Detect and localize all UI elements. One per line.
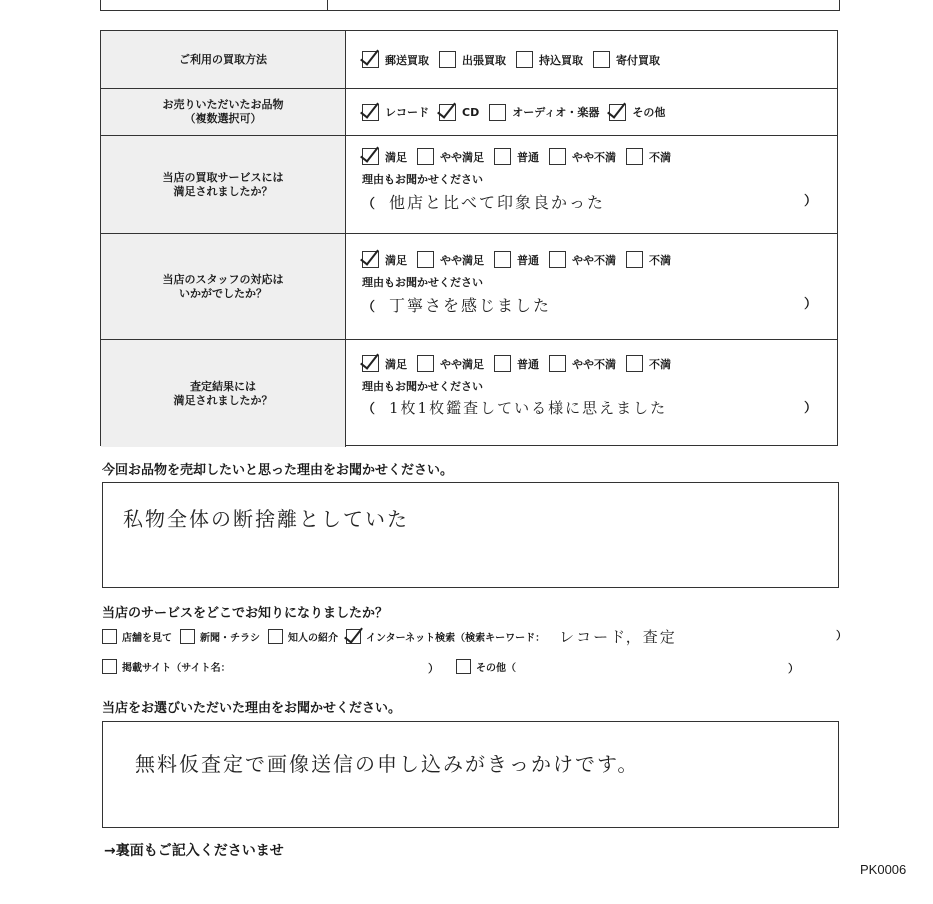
survey-row-staff-satisfaction [101,234,837,340]
option-donation-purchase[interactable]: 寄付買取 [593,51,660,68]
checkbox[interactable] [549,355,566,372]
option-instore-purchase[interactable]: 持込買取 [516,51,583,68]
survey-row-appraisal-satisfaction [101,340,837,447]
option-audio-instrument[interactable]: オーディオ・楽器 [489,104,599,121]
footer-note: →裏面もご記入くださいませ [104,843,284,859]
survey-row-service-satisfaction [101,136,837,234]
option-somewhat-dissatisfied[interactable]: やや不満 [549,251,616,268]
option-visit-purchase[interactable]: 出張買取 [439,51,506,68]
option-internet-search[interactable]: インターネット検索（検索キーワード： [346,629,545,644]
option-somewhat-satisfied[interactable]: やや満足 [417,355,484,372]
option-neutral[interactable]: 普通 [494,355,539,372]
document-code: PK0006 [860,862,907,877]
discovery-title: 当店のサービスをどこでお知りになりましたか？ [102,606,389,621]
staff-satisfaction-options [362,251,837,268]
survey-row-items-sold [101,89,837,136]
option-listing-site[interactable]: 掲載サイト（サイト名： [102,659,231,674]
checkbox[interactable] [489,104,506,121]
option-satisfied[interactable]: 満足 [362,355,407,372]
checkbox[interactable] [417,148,434,165]
option-dissatisfied[interactable]: 不満 [626,355,671,372]
checkbox[interactable] [549,251,566,268]
option-satisfied[interactable]: 満足 [362,251,407,268]
reason-answer: 丁寧さを感じました [389,296,552,315]
checkbox[interactable] [549,148,566,165]
checkbox[interactable] [439,51,456,68]
checkbox[interactable] [362,51,379,68]
close-paren: ） [428,662,439,675]
option-mail-purchase[interactable]: 郵送買取 [362,51,429,68]
close-paren: ） [836,629,847,642]
checkbox[interactable] [362,355,379,372]
reason-field[interactable]: （ 1枚1枚鑑査している様に思えました ） [362,399,817,417]
items-sold-options [362,104,675,121]
option-other-source[interactable]: その他（ [456,659,516,674]
checkbox[interactable] [494,251,511,268]
question-label: 査定結果には 満足されましたか？ [101,340,346,447]
option-satisfied[interactable]: 満足 [362,148,407,165]
sell-reason-title: 今回お品物を売却したいと思った理由をお聞かせください。 [102,463,454,478]
option-cd[interactable]: CD [439,104,479,121]
purchase-method-options [362,51,670,68]
option-newspaper-flyer[interactable]: 新聞・チラシ [180,629,260,644]
appraisal-satisfaction-options [362,355,837,372]
checkbox[interactable] [102,659,117,674]
checkbox[interactable] [102,629,117,644]
checkbox[interactable] [362,104,379,121]
sell-reason-answer: 私物全体の断捨離としていた [123,507,409,531]
reason-field[interactable]: （ 丁寧さを感じました ） [362,293,817,316]
option-referral[interactable]: 知人の紹介 [268,629,338,644]
checkbox[interactable] [362,148,379,165]
checkbox[interactable] [593,51,610,68]
checkbox[interactable] [439,104,456,121]
close-paren: ） [788,662,799,675]
reason-label: 理由もお聞かせください [362,173,483,186]
question-label: 当店のスタッフの対応は いかがでしたか？ [101,234,346,339]
question-label: お売りいただいたお品物 （複数選択可） [101,89,346,135]
discovery-options-row-2 [102,659,239,674]
option-dissatisfied[interactable]: 不満 [626,148,671,165]
reason-answer: 他店と比べて印象良かった [389,193,606,212]
discovery-options-row-2b [456,659,524,674]
discovery-options-row-1 [102,626,677,647]
option-other[interactable]: その他 [609,104,665,121]
checkbox[interactable] [494,355,511,372]
search-keyword-answer: レコード，査定 [559,628,677,646]
checkbox[interactable] [417,355,434,372]
checkbox[interactable] [626,251,643,268]
service-satisfaction-options [362,148,837,165]
checkbox[interactable] [362,251,379,268]
question-label: ご利用の買取方法 [101,31,346,88]
option-somewhat-satisfied[interactable]: やや満足 [417,251,484,268]
question-label: 当店の買取サービスには 満足されましたか？ [101,136,346,233]
checkbox[interactable] [180,629,195,644]
survey-row-purchase-method [101,31,837,89]
checkbox[interactable] [268,629,283,644]
option-somewhat-dissatisfied[interactable]: やや不満 [549,148,616,165]
checkbox[interactable] [626,355,643,372]
previous-table-stub [100,0,840,11]
checkbox[interactable] [494,148,511,165]
option-saw-store[interactable]: 店舗を見て [102,629,172,644]
option-somewhat-satisfied[interactable]: やや満足 [417,148,484,165]
option-neutral[interactable]: 普通 [494,148,539,165]
survey-table [100,30,838,446]
reason-field[interactable]: （ 他店と比べて印象良かった ） [362,190,817,213]
choice-reason-field[interactable] [102,721,839,828]
checkbox[interactable] [516,51,533,68]
checkbox[interactable] [626,148,643,165]
reason-label: 理由もお聞かせください [362,276,483,289]
checkbox[interactable] [346,629,361,644]
checkbox[interactable] [456,659,471,674]
sell-reason-field[interactable] [102,482,839,588]
option-dissatisfied[interactable]: 不満 [626,251,671,268]
option-somewhat-dissatisfied[interactable]: やや不満 [549,355,616,372]
checkbox[interactable] [609,104,626,121]
reason-label: 理由もお聞かせください [362,380,483,393]
choice-reason-answer: 無料仮査定で画像送信の申し込みがきっかけです。 [135,752,640,776]
choice-reason-title: 当店をお選びいただいた理由をお聞かせください。 [102,701,402,716]
reason-answer: 1枚1枚鑑査している様に思えました [389,399,668,417]
option-record[interactable]: レコード [362,104,429,121]
option-neutral[interactable]: 普通 [494,251,539,268]
checkbox[interactable] [417,251,434,268]
